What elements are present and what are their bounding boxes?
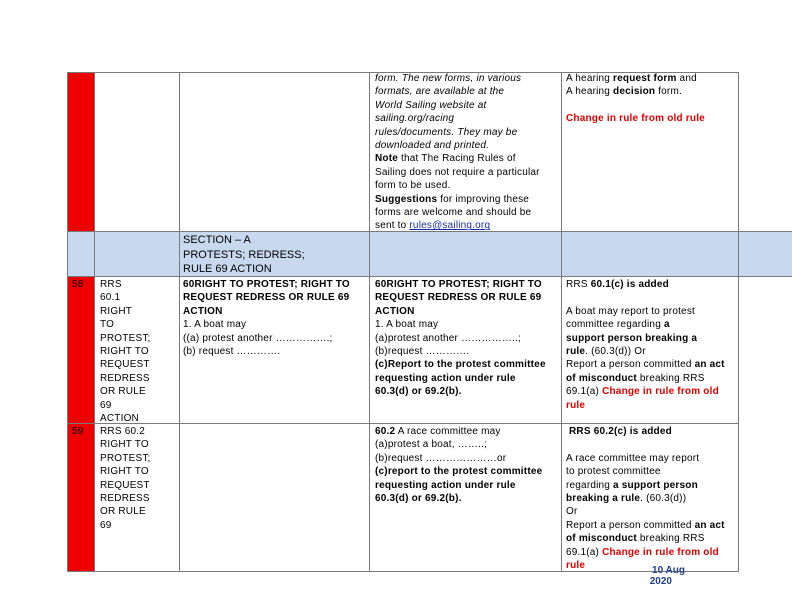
rule-line: OR RULE bbox=[100, 386, 146, 398]
row-59-comment bbox=[566, 425, 738, 572]
text-line: forms are welcome and should be bbox=[375, 207, 532, 219]
comment-line: A race committee may report bbox=[566, 452, 700, 464]
new-rule-text: A race committee may bbox=[395, 426, 501, 437]
comment-line: A boat may report to protest bbox=[566, 305, 695, 317]
new-rule-line: requesting action under rule bbox=[375, 479, 516, 491]
new-rule-line: (c)report to the protest committee bbox=[375, 466, 543, 478]
note-label: Note bbox=[375, 153, 399, 165]
row-59-number: 59 bbox=[72, 426, 84, 437]
sent-to-label: sent to bbox=[375, 220, 410, 232]
comment-bold: breaking a rule bbox=[566, 493, 641, 505]
rule-line: 69 bbox=[100, 399, 112, 411]
comment-line: to protest committee bbox=[566, 466, 661, 478]
row-58-new-rule bbox=[375, 278, 559, 399]
old-rule-line: ACTION bbox=[183, 305, 223, 317]
rule-line: PROTEST; bbox=[100, 452, 151, 464]
rule-line: ACTION bbox=[100, 413, 139, 425]
row-divider-section-bottom bbox=[67, 276, 792, 277]
comment-line bbox=[566, 385, 738, 398]
comment-line bbox=[566, 318, 738, 331]
row-58-old-rule bbox=[183, 278, 367, 358]
new-rule-line: 60.3(d) or 69.2(b). bbox=[375, 386, 462, 398]
note-line bbox=[375, 152, 559, 165]
text-line: sailing.org/racing bbox=[375, 113, 455, 125]
new-rule-line: requesting action under rule bbox=[375, 372, 516, 384]
email-link[interactable]: rules@sailing.org bbox=[409, 220, 491, 232]
new-rule-line: ACTION bbox=[375, 305, 415, 317]
comment-line bbox=[566, 85, 738, 98]
text-line: form to be used. bbox=[375, 180, 451, 192]
rule-line: TO bbox=[100, 319, 115, 331]
change-note: Change in rule from old rule bbox=[566, 113, 705, 125]
top-comment bbox=[566, 72, 738, 126]
col-line-2 bbox=[179, 72, 180, 572]
rule-line: RIGHT TO bbox=[100, 439, 149, 451]
comment-line bbox=[566, 345, 738, 358]
comment-bold: of misconduct bbox=[566, 533, 637, 545]
rule-number: 60.2 bbox=[375, 426, 396, 437]
suggestions-rest: for improving these bbox=[437, 193, 530, 205]
rule-line: REDRESS bbox=[100, 493, 150, 505]
comment-text: breaking RRS bbox=[636, 372, 705, 384]
comment-line bbox=[566, 519, 738, 532]
date-line: 10 Aug bbox=[652, 565, 685, 576]
new-rule-line: (b)request …………………or bbox=[375, 452, 507, 464]
comment-text: and bbox=[676, 73, 697, 84]
comment-text: . (60.3(d)) Or bbox=[585, 346, 646, 358]
comment-text: form. bbox=[655, 86, 682, 98]
comment-line bbox=[566, 532, 738, 545]
date-line: 2020 bbox=[649, 576, 672, 587]
comment-bold: 60.1(c) is added bbox=[590, 279, 669, 290]
comment-line bbox=[566, 72, 738, 85]
comment-text: A hearing bbox=[566, 73, 614, 84]
new-rule-line: (b)request …………. bbox=[375, 346, 470, 358]
comment-line bbox=[566, 278, 738, 291]
comment-text: regarding bbox=[566, 479, 614, 491]
old-rule-line: 60RIGHT TO PROTEST; RIGHT TO bbox=[183, 279, 350, 290]
comment-text: 69.1(a) bbox=[566, 546, 603, 558]
col-line-5 bbox=[738, 72, 739, 572]
rule-line: RRS 60.2 bbox=[100, 426, 145, 437]
top-new-rule-text bbox=[375, 72, 559, 152]
rule-line: 60.1 bbox=[100, 292, 121, 304]
col-line-4 bbox=[561, 72, 562, 572]
change-note: rule bbox=[566, 560, 586, 572]
new-rule-line: 60.3(d) or 69.2(b). bbox=[375, 493, 462, 505]
comment-text: . (60.3(d)) bbox=[640, 493, 687, 505]
comment-text: A hearing bbox=[566, 86, 614, 98]
comment-line bbox=[566, 546, 738, 559]
red-marker-cell-58 bbox=[67, 276, 94, 423]
rule-line: RRS bbox=[100, 279, 122, 290]
row-59-rule-name bbox=[100, 425, 178, 532]
comment-text: 69.1(a) bbox=[566, 386, 603, 398]
new-rule-line: (c)Report to the protest committee bbox=[375, 359, 546, 371]
section-heading bbox=[183, 233, 367, 277]
comment-text: breaking RRS bbox=[636, 533, 705, 545]
comment-heading: RRS 60.2(c) is added bbox=[569, 426, 672, 437]
comment-bold: a support person bbox=[613, 479, 698, 491]
comment-line bbox=[566, 358, 738, 371]
rule-line: PROTEST; bbox=[100, 332, 151, 344]
section-line: PROTESTS; REDRESS; bbox=[183, 248, 305, 261]
new-rule-line: REQUEST REDRESS OR RULE 69 bbox=[375, 292, 542, 304]
comment-bold: request form bbox=[613, 73, 677, 84]
red-marker-cell-59 bbox=[67, 423, 94, 571]
text-line: downloaded and printed. bbox=[375, 140, 490, 152]
comment-text: RRS bbox=[566, 279, 591, 290]
rule-line: OR RULE bbox=[100, 506, 146, 518]
section-row-fill bbox=[67, 231, 792, 276]
new-rule-line bbox=[375, 425, 559, 438]
col-line-0 bbox=[67, 72, 68, 572]
comment-bold: an act bbox=[694, 359, 725, 371]
comment-line: support person breaking a bbox=[566, 332, 698, 344]
email-line bbox=[375, 219, 559, 232]
text-line: formats, are available at the bbox=[375, 86, 505, 98]
new-rule-line: (a)protest another ……………..; bbox=[375, 332, 522, 344]
comment-line: Or bbox=[566, 506, 578, 518]
rule-line: REDRESS bbox=[100, 372, 150, 384]
rule-line: 69 bbox=[100, 519, 112, 531]
rule-line: REQUEST bbox=[100, 359, 150, 371]
change-note: Change in rule from old bbox=[602, 386, 719, 398]
new-rule-line: 1. A boat may bbox=[375, 319, 439, 331]
comment-text: Report a person committed bbox=[566, 359, 695, 371]
note-rest: that The Racing Rules of bbox=[398, 153, 516, 165]
row-58-number: 58 bbox=[72, 279, 84, 290]
change-note: Change in rule from old bbox=[602, 546, 719, 558]
comment-bold: of misconduct bbox=[566, 372, 637, 384]
suggestions-label: Suggestions bbox=[375, 193, 438, 205]
text-line: Sailing does not require a particular bbox=[375, 166, 540, 178]
comment-text: committee regarding bbox=[566, 319, 664, 331]
comment-text: Report a person committed bbox=[566, 519, 695, 531]
new-rule-line: 60RIGHT TO PROTEST; RIGHT TO bbox=[375, 279, 542, 290]
text-line: World Sailing website at bbox=[375, 99, 487, 111]
new-rule-line: (a)protest a boat, ……..; bbox=[375, 439, 488, 451]
section-line: SECTION – A bbox=[183, 234, 251, 246]
comment-line bbox=[566, 372, 738, 385]
sugg-line bbox=[375, 193, 559, 206]
comment-bold: a bbox=[663, 319, 670, 331]
rule-line: RIGHT TO bbox=[100, 466, 149, 478]
footer-date bbox=[630, 565, 685, 587]
old-rule-line: 1. A boat may bbox=[183, 319, 247, 331]
comment-bold: an act bbox=[694, 519, 725, 531]
col-line-3 bbox=[369, 72, 370, 572]
comment-bold: decision bbox=[613, 86, 656, 98]
rule-line: RIGHT bbox=[100, 305, 133, 317]
comment-bold: rule bbox=[566, 346, 586, 358]
row-58-rule-name bbox=[100, 278, 178, 425]
row-58-comment bbox=[566, 278, 738, 412]
old-rule-line: ((a) protest another …………….; bbox=[183, 332, 333, 344]
change-note: rule bbox=[566, 399, 586, 411]
section-line: RULE 69 ACTION bbox=[183, 263, 272, 275]
text-line: form. The new forms, in various bbox=[375, 73, 522, 84]
old-rule-line: (b) request …………. bbox=[183, 346, 281, 358]
rule-line: RIGHT TO bbox=[100, 346, 149, 358]
rule-line: REQUEST bbox=[100, 479, 150, 491]
comment-line bbox=[566, 492, 738, 505]
row-59-new-rule bbox=[375, 425, 559, 505]
comment-line bbox=[566, 479, 738, 492]
old-rule-line: REQUEST REDRESS OR RULE 69 bbox=[183, 292, 350, 304]
red-marker-cell-top bbox=[67, 72, 94, 231]
text-line: rules/documents. They may be bbox=[375, 126, 518, 138]
col-line-1 bbox=[94, 72, 95, 572]
top-note-text bbox=[375, 152, 559, 232]
